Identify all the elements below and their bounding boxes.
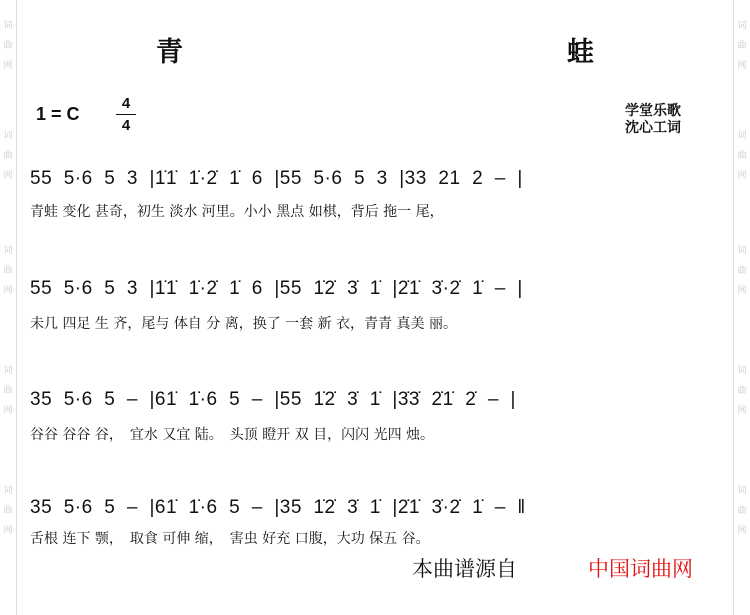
time-signature-top: 4	[121, 95, 131, 112]
watermark-char: 网	[737, 286, 747, 296]
watermark-char: 词	[737, 366, 747, 376]
watermark-char: 词	[737, 246, 747, 256]
watermark-char: 曲	[737, 151, 747, 161]
watermark-char: 词	[737, 486, 747, 496]
watermark-char: 曲	[3, 506, 13, 516]
watermark-char: 词	[737, 21, 747, 31]
song-title: 青 蛙	[156, 37, 704, 68]
watermark-char: 网	[3, 61, 13, 71]
right-margin-strip	[733, 0, 750, 615]
watermark-char: 网	[737, 171, 747, 181]
lyrics-line: 青蛙 变化 甚奇，初生 淡水 河里。小小 黑点 如棋，背后 拖一 尾，	[30, 204, 444, 220]
watermark-char: 网	[737, 526, 747, 536]
watermark-char: 词	[3, 21, 13, 31]
watermark-char: 曲	[737, 506, 747, 516]
watermark-char: 曲	[3, 386, 13, 396]
notation-line: 35 5·6 5 – |61̇ 1̇·6 5 – |35 1̇2̇ 3̇ 1̇ |2̇1̇ 3̇·2̇ 1̇ – ‖	[30, 497, 526, 518]
watermark-char: 网	[3, 406, 13, 416]
watermark-char: 网	[3, 171, 13, 181]
watermark-char: 网	[737, 406, 747, 416]
watermark-char: 曲	[737, 386, 747, 396]
watermark-char: 曲	[3, 266, 13, 276]
time-signature-bottom: 4	[121, 117, 131, 134]
credit-lyricist: 沈心工词	[625, 120, 681, 136]
watermark-char: 词	[3, 366, 13, 376]
watermark-char: 曲	[737, 41, 747, 51]
notation-line: 55 5·6 5 3 |1̇1̇ 1̇·2̇ 1̇ 6 |55 1̇2̇ 3̇ 1̇ |2̇1̇ 3̇·2̇ 1̇ – |	[30, 278, 523, 299]
watermark-char: 曲	[3, 151, 13, 161]
watermark-char: 词	[737, 131, 747, 141]
watermark-char: 曲	[737, 266, 747, 276]
lyrics-line: 未几 四足 生 齐，尾与 体自 分 离，换了 一套 新 衣，青青 真美 丽。	[30, 316, 457, 332]
watermark-char: 词	[3, 246, 13, 256]
watermark-char: 网	[737, 61, 747, 71]
source-note: 本曲谱源自	[412, 557, 517, 581]
key-signature: 1 = C	[36, 104, 80, 124]
credits	[625, 103, 681, 137]
left-margin-strip	[0, 0, 17, 615]
time-signature-bar	[116, 114, 136, 115]
notation-line: 55 5·6 5 3 |1̇1̇ 1̇·2̇ 1̇ 6 |55 5·6 5 3 |33 21 2 – |	[30, 168, 523, 189]
site-logo-text[interactable]: 中国词曲网	[588, 557, 693, 581]
time-signature	[116, 94, 136, 135]
lyrics-line: 谷谷 谷谷 谷， 宜水 又宜 陆。 头顶 瞪开 双 目，闪闪 光四 烛。	[30, 427, 435, 443]
watermark-char: 网	[3, 526, 13, 536]
watermark-char: 词	[3, 486, 13, 496]
credit-source: 学堂乐歌	[625, 103, 681, 119]
lyrics-line: 舌根 连下 颚， 取食 可伸 缩， 害虫 好充 口腹，大功 保五 谷。	[30, 531, 430, 547]
notation-line: 35 5·6 5 – |61̇ 1̇·6 5 – |55 1̇2̇ 3̇ 1̇ |3̇3̇ 2̇1̇ 2̇ – |	[30, 389, 516, 410]
watermark-char: 词	[3, 131, 13, 141]
watermark-char: 曲	[3, 41, 13, 51]
watermark-char: 网	[3, 286, 13, 296]
